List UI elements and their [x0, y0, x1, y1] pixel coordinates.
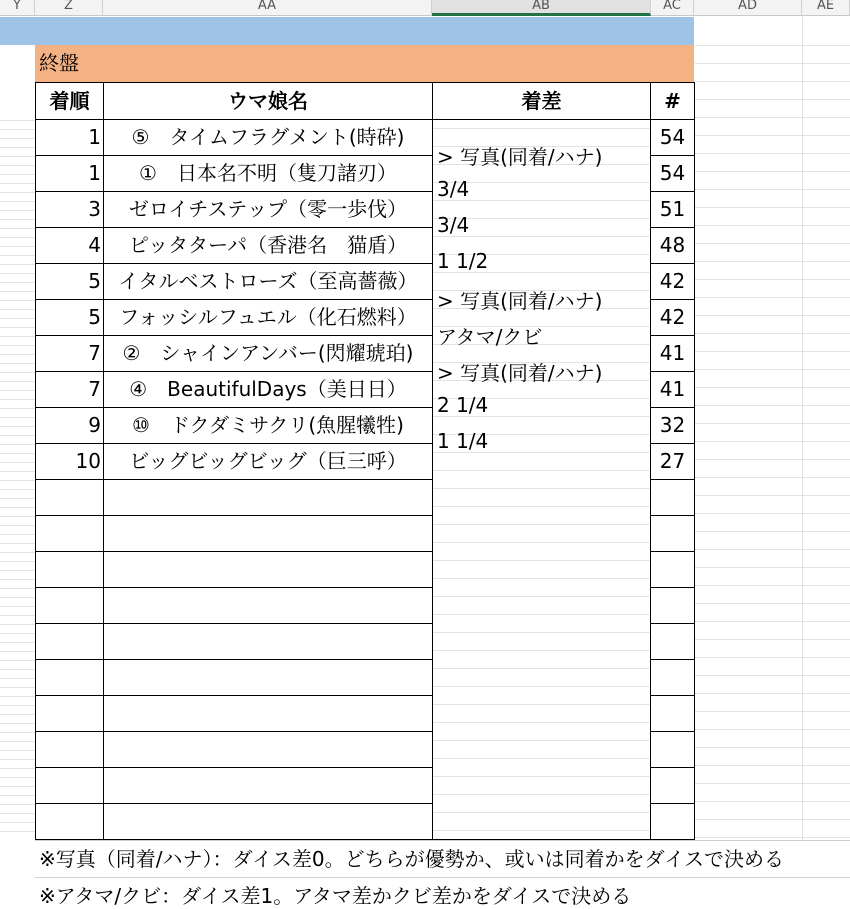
gridline: [433, 488, 650, 489]
gridline: [433, 776, 650, 777]
gridline: [695, 207, 850, 208]
gridline: [0, 489, 35, 490]
gridline: [0, 444, 35, 445]
gridline: [0, 345, 35, 346]
margin-value: アタマ/クビ: [437, 325, 543, 349]
name-cell[interactable]: ① 日本名不明（隻刀諸刃）: [103, 155, 433, 192]
gridline: [0, 669, 35, 670]
number-cell[interactable]: 54: [650, 119, 695, 156]
gridline: [695, 567, 850, 568]
column-header-ab[interactable]: [432, 0, 651, 16]
margin-value: 2 1/4: [437, 393, 489, 417]
gridline: [695, 513, 850, 514]
gridline: [433, 470, 650, 471]
gridline: [695, 63, 850, 64]
gridline: [0, 363, 35, 364]
name-cell[interactable]: ピッタターパ（香港名 猫盾）: [103, 227, 433, 264]
gridline: [695, 747, 850, 748]
gridline: [0, 237, 35, 238]
gridline: [695, 225, 850, 226]
gridline: [0, 660, 35, 661]
gridline: [695, 675, 850, 676]
gridline: [695, 711, 850, 712]
gridline: [0, 192, 35, 193]
rank-cell[interactable]: [35, 479, 104, 516]
gridline: [0, 561, 35, 562]
rank-cell[interactable]: 1: [35, 155, 104, 192]
rank-cell[interactable]: 7: [35, 371, 104, 408]
gridline: [0, 291, 35, 292]
gridline: [695, 369, 850, 370]
gridline: [0, 156, 35, 157]
gridline: [0, 435, 35, 436]
gridline: [433, 560, 650, 561]
gridline: [433, 812, 650, 813]
gridline: [0, 696, 35, 697]
name-cell[interactable]: [103, 731, 433, 768]
column-header-label: AA: [257, 0, 277, 13]
gridline: [695, 459, 850, 460]
gridline: [695, 585, 850, 586]
rank-cell[interactable]: [35, 659, 104, 696]
gridline: [0, 507, 35, 508]
gridline: [695, 837, 850, 838]
gridline: [0, 714, 35, 715]
column-header-ac[interactable]: [651, 0, 694, 16]
gridline: [695, 261, 850, 262]
gridline: [0, 678, 35, 679]
gridline: [433, 686, 650, 687]
gridline: [0, 606, 35, 607]
gridline: [0, 183, 35, 184]
name-cell[interactable]: [103, 515, 433, 552]
gridline: [0, 786, 35, 787]
name-cell[interactable]: [103, 695, 433, 732]
gridline: [695, 297, 850, 298]
gridline: [0, 723, 35, 724]
section-title[interactable]: 終盤: [35, 45, 694, 82]
gridline: [0, 516, 35, 517]
rank-cell[interactable]: [35, 731, 104, 768]
number-cell[interactable]: [650, 515, 695, 552]
gridline: [695, 189, 850, 190]
name-cell[interactable]: [103, 587, 433, 624]
gridline: [695, 801, 850, 802]
gridline: [0, 138, 35, 139]
gridline: [695, 387, 850, 388]
margin-value: > 写真(同着/ハナ): [437, 145, 603, 169]
gridline: [0, 831, 35, 832]
gridline: [695, 639, 850, 640]
gridline: [0, 273, 35, 274]
gridline: [0, 534, 35, 535]
column-header-z[interactable]: [35, 0, 103, 16]
gridline: [0, 300, 35, 301]
rank-cell[interactable]: 9: [35, 407, 104, 444]
name-cell[interactable]: ビッグビッグビッグ（巨三呼）: [103, 443, 433, 480]
gridline: [0, 309, 35, 310]
margin-value: 3/4: [437, 177, 470, 201]
gridline: [0, 615, 35, 616]
number-cell[interactable]: 51: [650, 191, 695, 228]
gridline: [0, 426, 35, 427]
name-cell[interactable]: [103, 803, 433, 840]
number-cell[interactable]: [650, 803, 695, 840]
rank-cell[interactable]: [35, 515, 104, 552]
gridline: [433, 632, 650, 633]
gridline: [695, 243, 850, 244]
gridline: [0, 588, 35, 589]
gridline: [433, 740, 650, 741]
number-cell[interactable]: [650, 623, 695, 660]
header-band: [0, 17, 694, 45]
gridline: [0, 327, 35, 328]
margin-value: 3/4: [437, 213, 470, 237]
name-cell[interactable]: [103, 623, 433, 660]
name-cell[interactable]: イタルベストローズ（至高薔薇）: [103, 263, 433, 300]
rank-cell[interactable]: 4: [35, 227, 104, 264]
rank-cell[interactable]: 10: [35, 443, 104, 480]
name-cell[interactable]: ⑩ ドクダミサクリ(魚腥犧牲): [103, 407, 433, 444]
number-cell[interactable]: 54: [650, 155, 695, 192]
gridline: [0, 417, 35, 418]
number-cell[interactable]: [650, 587, 695, 624]
gridline: [695, 783, 850, 784]
name-header[interactable]: ウマ娘名: [103, 82, 433, 120]
gridline: [0, 228, 35, 229]
margin-header[interactable]: 着差: [432, 82, 651, 120]
name-cell[interactable]: フォッシルフュエル（化石燃料）: [103, 299, 433, 336]
gridline: [433, 722, 650, 723]
name-cell[interactable]: ② シャインアンバー(閃耀琥珀): [103, 335, 433, 372]
gridline: [695, 603, 850, 604]
rank-cell[interactable]: 1: [35, 119, 104, 156]
gridline: [433, 668, 650, 669]
gridline: [0, 741, 35, 742]
gridline: [433, 614, 650, 615]
gridline: [695, 99, 850, 100]
number-cell[interactable]: 42: [650, 263, 695, 300]
note-photo[interactable]: ※写真（同着/ハナ）：ダイス差0。どちらが優勢か、或いは同着かをダイスで決める: [35, 840, 850, 877]
gridline: [0, 381, 35, 382]
gridline: [0, 147, 35, 148]
gridline: [0, 579, 35, 580]
gridline: [0, 705, 35, 706]
rank-cell[interactable]: [35, 551, 104, 588]
gridline: [433, 758, 650, 759]
gridline: [433, 128, 650, 129]
number-cell[interactable]: [650, 659, 695, 696]
gridline: [0, 372, 35, 373]
name-cell[interactable]: [103, 767, 433, 804]
gridline: [433, 542, 650, 543]
name-cell[interactable]: ④ BeautifulDays（美日日）: [103, 371, 433, 408]
gridline: [0, 804, 35, 805]
gridline: [695, 315, 850, 316]
margin-value: 1 1/2: [437, 249, 489, 273]
column-header-label: AD: [738, 0, 757, 13]
gridline: [695, 495, 850, 496]
name-cell[interactable]: [103, 551, 433, 588]
number-cell[interactable]: [650, 479, 695, 516]
gridline: [0, 264, 35, 265]
gridline: [695, 819, 850, 820]
gridline: [0, 354, 35, 355]
number-cell[interactable]: [650, 767, 695, 804]
gridline: [0, 687, 35, 688]
gridline: [695, 657, 850, 658]
gridline: [433, 524, 650, 525]
gridline: [0, 597, 35, 598]
gridline: [695, 693, 850, 694]
gridline: [0, 498, 35, 499]
gridline: [695, 549, 850, 550]
gridline: [0, 201, 35, 202]
gridline: [695, 531, 850, 532]
column-header-label: Y: [13, 0, 21, 13]
margin-value: 1 1/4: [437, 429, 489, 453]
gridline: [0, 525, 35, 526]
gridline: [695, 45, 850, 46]
margin-value: > 写真(同着/ハナ): [437, 361, 603, 385]
gridline: [0, 822, 35, 823]
margin-value: > 写真(同着/ハナ): [437, 289, 603, 313]
gridline: [0, 750, 35, 751]
gridline: [0, 813, 35, 814]
name-cell[interactable]: [103, 659, 433, 696]
gridline: [433, 704, 650, 705]
gridline: [0, 174, 35, 175]
gridline: [0, 543, 35, 544]
column-header-label: AC: [663, 0, 681, 13]
gridline: [433, 506, 650, 507]
rank-cell[interactable]: [35, 803, 104, 840]
column-header-label: AB: [532, 0, 550, 13]
gridline: [695, 405, 850, 406]
gridline: [0, 759, 35, 760]
rank-cell[interactable]: 7: [35, 335, 104, 372]
column-header-label: AE: [816, 0, 835, 13]
gridline: [695, 81, 850, 82]
gridline: [0, 651, 35, 652]
gridline: [0, 795, 35, 796]
gridline: [433, 830, 650, 831]
gridline: [0, 633, 35, 634]
number-cell[interactable]: [650, 551, 695, 588]
column-header-ae[interactable]: [802, 0, 850, 16]
number-cell[interactable]: [650, 695, 695, 732]
gridline: [433, 650, 650, 651]
number-cell[interactable]: [650, 731, 695, 768]
gridline: [695, 441, 850, 442]
number-cell[interactable]: 41: [650, 335, 695, 372]
gridline: [0, 480, 35, 481]
gridline: [0, 777, 35, 778]
rank-cell[interactable]: [35, 767, 104, 804]
gridline: [433, 578, 650, 579]
gridline: [0, 642, 35, 643]
gridline: [0, 732, 35, 733]
gridline: [695, 765, 850, 766]
number-cell[interactable]: 48: [650, 227, 695, 264]
gridline: [0, 399, 35, 400]
gridline: [695, 351, 850, 352]
rank-cell[interactable]: 5: [35, 299, 104, 336]
column-header-ad[interactable]: [694, 0, 802, 16]
gridline: [695, 171, 850, 172]
gridline: [802, 17, 803, 840]
gridline: [695, 279, 850, 280]
gridline: [695, 423, 850, 424]
gridline: [0, 570, 35, 571]
rank-cell[interactable]: [35, 587, 104, 624]
gridline: [433, 596, 650, 597]
gridline: [0, 129, 35, 130]
gridline: [695, 117, 850, 118]
gridline: [0, 282, 35, 283]
name-cell[interactable]: ⑤ タイムフラグメント(時砕): [103, 119, 433, 156]
column-header-aa[interactable]: [103, 0, 432, 16]
gridline: [0, 624, 35, 625]
gridline: [695, 135, 850, 136]
gridline: [0, 255, 35, 256]
number-cell[interactable]: 32: [650, 407, 695, 444]
number-cell[interactable]: 41: [650, 371, 695, 408]
rank-header[interactable]: 着順: [35, 82, 104, 120]
number-header[interactable]: #: [650, 82, 695, 120]
rank-cell[interactable]: 3: [35, 191, 104, 228]
rank-cell[interactable]: [35, 623, 104, 660]
rank-cell[interactable]: 5: [35, 263, 104, 300]
name-cell[interactable]: [103, 479, 433, 516]
name-cell[interactable]: ゼロイチステップ（零一歩伐）: [103, 191, 433, 228]
gridline: [0, 246, 35, 247]
column-header-label: Z: [64, 0, 73, 13]
gridline: [0, 210, 35, 211]
gridline: [0, 165, 35, 166]
gridline: [0, 408, 35, 409]
gridline: [0, 552, 35, 553]
number-cell[interactable]: 27: [650, 443, 695, 480]
gridline: [0, 462, 35, 463]
gridline: [695, 333, 850, 334]
gridline: [0, 120, 35, 121]
note-head-neck[interactable]: ※アタマ/クビ：ダイス差1。アタマ差かクビ差かをダイスで決める: [35, 877, 850, 909]
rank-cell[interactable]: [35, 695, 104, 732]
gridline: [695, 621, 850, 622]
gridline: [0, 768, 35, 769]
gridline: [0, 390, 35, 391]
gridline: [0, 453, 35, 454]
gridline: [0, 471, 35, 472]
gridline: [0, 219, 35, 220]
number-cell[interactable]: 42: [650, 299, 695, 336]
column-header-y[interactable]: [0, 0, 35, 16]
gridline: [433, 794, 650, 795]
gridline: [695, 153, 850, 154]
gridline: [695, 729, 850, 730]
gridline: [695, 477, 850, 478]
gridline: [0, 336, 35, 337]
gridline: [0, 318, 35, 319]
